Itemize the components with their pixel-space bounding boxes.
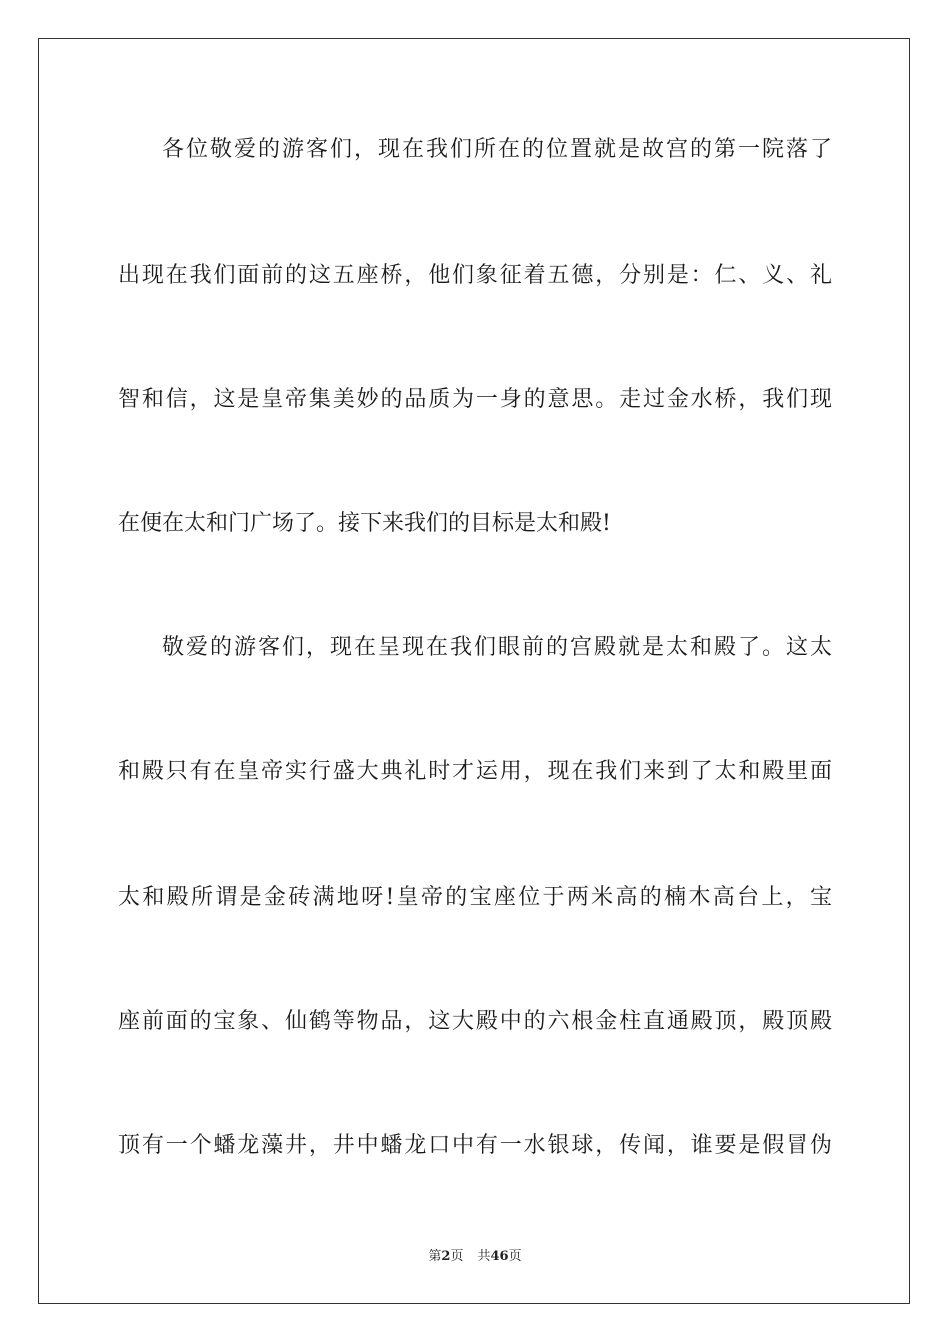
paragraph-1-line-4: 在便在太和门广场了。接下来我们的目标是太和殿! bbox=[118, 511, 611, 536]
page-suffix: 页 bbox=[450, 1249, 464, 1264]
paragraph-2-line-1: 敬爱的游客们，现在呈现在我们眼前的宫殿就是太和殿了。这太 bbox=[162, 635, 832, 660]
total-prefix: 共 bbox=[477, 1249, 491, 1264]
paragraph-1-line-1: 各位敬爱的游客们，现在我们所在的位置就是故宫的第一院落了 bbox=[162, 137, 832, 162]
total-suffix: 页 bbox=[508, 1249, 522, 1264]
paragraph-2-line-4: 座前面的宝象、仙鹤等物品，这大殿中的六根金柱直通殿顶，殿顶殿 bbox=[118, 1009, 832, 1034]
page-number: 2 bbox=[441, 1249, 451, 1264]
paragraph-1-line-3: 智和信，这是皇帝集美妙的品质为一身的意思。走过金水桥，我们现 bbox=[118, 387, 832, 412]
paragraph-2-line-2: 和殿只有在皇帝实行盛大典礼时才运用，现在我们来到了太和殿里面 bbox=[118, 759, 832, 784]
page-footer bbox=[0, 1248, 950, 1266]
paragraph-1-line-2: 出现在我们面前的这五座桥，他们象征着五德，分别是：仁、义、礼 bbox=[118, 263, 832, 288]
page-border bbox=[38, 38, 910, 1304]
total-pages: 46 bbox=[490, 1249, 509, 1264]
page-prefix: 第 bbox=[428, 1249, 442, 1264]
paragraph-2-line-5: 顶有一个蟠龙藻井，井中蟠龙口中有一水银球，传闻，谁要是假冒伪 bbox=[118, 1133, 832, 1158]
paragraph-2-line-3: 太和殿所谓是金砖满地呀!皇帝的宝座位于两米高的楠木高台上，宝 bbox=[118, 885, 832, 910]
